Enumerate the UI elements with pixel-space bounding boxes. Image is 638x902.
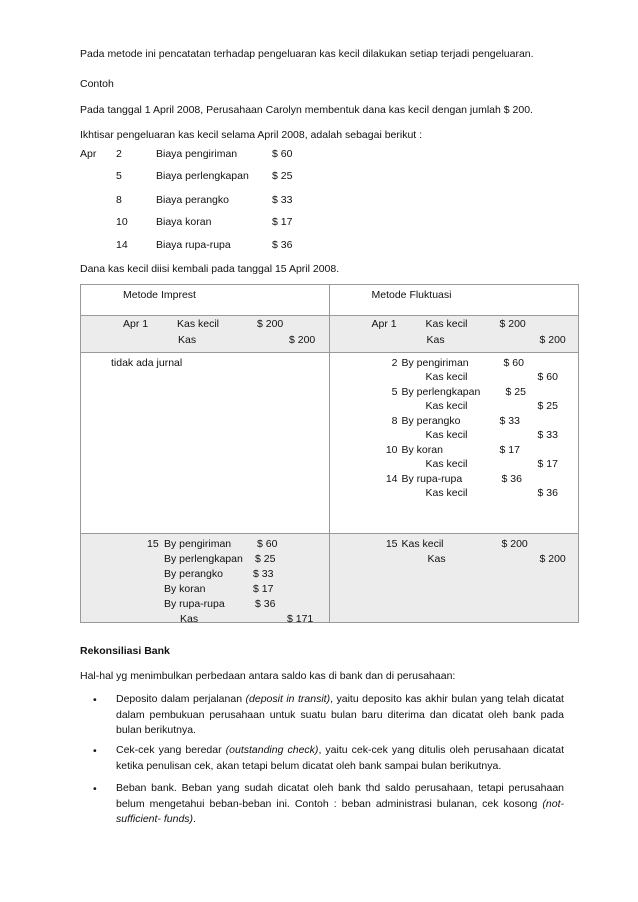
journal-credit-amount: $ 200 — [539, 334, 566, 346]
expense-amount: $ 60 — [272, 148, 293, 160]
refill-debit: Kas kecil — [401, 538, 444, 550]
journal-credit-amount: $ 200 — [289, 334, 316, 346]
entry-credit-amount: $ 36 — [537, 487, 558, 499]
bullet-icon: • — [93, 783, 97, 795]
bullet-text: Cek-cek yang beredar (outstanding check), yaitu cek-cek yang ditulis oleh perusahaan dicatat ketika penulisan cek, akan tetapi belum dicatat oleh bank sampai bulan berikutnya. — [116, 744, 564, 772]
refill-credit: Kas — [180, 613, 199, 625]
refill-amount: $ 60 — [257, 538, 278, 550]
fluktuasi-refill-cell — [329, 534, 579, 623]
expense-amount: $ 25 — [272, 170, 293, 182]
entry-debit-amount: $ 60 — [503, 357, 524, 369]
entry-credit: Kas kecil — [425, 487, 468, 499]
entry-debit: By koran — [401, 444, 443, 456]
journal-debit-amount: $ 200 — [499, 318, 526, 330]
expense-day: 2 — [116, 148, 122, 160]
entry-day: 14 — [385, 473, 398, 485]
entry-debit: By perangko — [401, 415, 461, 427]
imprest-open-cell — [81, 316, 330, 353]
expense-day: 8 — [116, 194, 122, 206]
fluktuasi-header: Metode Fluktuasi — [371, 289, 452, 301]
entry-day: 8 — [391, 415, 398, 427]
fluktuasi-entries-cell — [329, 353, 579, 534]
refill-desc: By koran — [164, 583, 206, 595]
journal-credit: Kas — [426, 334, 445, 346]
no-journal-text: tidak ada jurnal — [111, 357, 183, 369]
refill-amount: $ 36 — [255, 598, 276, 610]
expense-desc: Biaya rupa-rupa — [156, 239, 231, 251]
entry-day: 2 — [391, 357, 398, 369]
refill-desc: By perlengkapan — [164, 553, 243, 565]
refill-text: Dana kas kecil diisi kembali pada tanggal 15 April 2008. — [80, 263, 340, 275]
entry-credit-amount: $ 17 — [537, 458, 558, 470]
rekon-intro: Hal-hal yg menimbulkan perbedaan antara saldo kas di bank dan di perusahaan: — [80, 670, 456, 682]
entry-debit-amount: $ 36 — [501, 473, 522, 485]
expense-month: Apr — [80, 148, 97, 160]
bullet-text: Deposito dalam perjalanan (deposit in transit), yaitu deposito kas akhir bulan yang telah dicatat dalam pembukuan perusahaan untuk suatu bulan baru diterima dan dicatat oleh bank pada bulan berikutnya. — [116, 693, 564, 736]
bullet-text: Beban bank. Beban yang sudah dicatat oleh bank thd saldo perusahaan, tetapi perusahaan belum mengetahui beban-beban ini. Contoh : beban administrasi bulanan, cek kosong (not-sufficient- funds). — [116, 782, 564, 825]
refill-desc: By pengiriman — [164, 538, 232, 550]
imprest-header: Metode Imprest — [123, 289, 196, 301]
refill-debit-amount: $ 200 — [501, 538, 528, 550]
journal-debit: Kas kecil — [177, 318, 220, 330]
entry-debit-amount: $ 33 — [499, 415, 520, 427]
imprest-refill-cell — [81, 534, 330, 623]
refill-credit-amount: $ 200 — [539, 553, 566, 565]
expense-desc: Biaya koran — [156, 216, 212, 228]
entry-debit: By perlengkapan — [401, 386, 481, 398]
sentence-1: Pada tanggal 1 April 2008, Perusahaan Carolyn membentuk dana kas kecil dengan jumlah $ 200. — [80, 104, 533, 116]
refill-credit-amount: $ 171 — [287, 613, 314, 625]
intro-text: Pada metode ini pencatatan terhadap pengeluaran kas kecil dilakukan setiap terjadi pengeluaran. — [80, 48, 534, 60]
entry-credit: Kas kecil — [425, 400, 468, 412]
entry-credit: Kas kecil — [425, 429, 468, 441]
imprest-entries-cell — [81, 353, 330, 534]
refill-credit: Kas — [427, 553, 446, 565]
fluktuasi-header-cell — [329, 285, 579, 316]
entry-day: 5 — [391, 386, 398, 398]
expense-day: 14 — [116, 239, 128, 251]
entry-credit-amount: $ 25 — [537, 400, 558, 412]
expense-amount: $ 36 — [272, 239, 293, 251]
refill-desc: By perangko — [164, 568, 223, 580]
contoh-label: Contoh — [80, 78, 114, 90]
refill-day: 15 — [147, 538, 159, 550]
entry-credit-amount: $ 33 — [537, 429, 558, 441]
section-title: Rekonsiliasi Bank — [80, 645, 170, 657]
bullet-icon: • — [93, 745, 97, 757]
entry-debit-amount: $ 25 — [505, 386, 526, 398]
journal-credit: Kas — [178, 334, 197, 346]
entry-credit: Kas kecil — [425, 371, 468, 383]
refill-amount: $ 25 — [255, 553, 276, 565]
journal-debit: Kas kecil — [425, 318, 468, 330]
expense-amount: $ 33 — [272, 194, 293, 206]
entry-credit: Kas kecil — [425, 458, 468, 470]
entry-debit-amount: $ 17 — [499, 444, 520, 456]
expense-amount: $ 17 — [272, 216, 293, 228]
expense-desc: Biaya perlengkapan — [156, 170, 249, 182]
imprest-header-cell — [81, 285, 330, 316]
entry-day: 10 — [385, 444, 398, 456]
journal-date: Apr 1 — [123, 318, 149, 330]
expense-day: 5 — [116, 170, 122, 182]
refill-amount: $ 17 — [253, 583, 274, 595]
refill-amount: $ 33 — [253, 568, 274, 580]
entry-debit: By rupa-rupa — [401, 473, 463, 485]
refill-day: 15 — [385, 538, 398, 550]
journal-debit-amount: $ 200 — [257, 318, 284, 330]
fluktuasi-open-cell — [329, 316, 579, 353]
expense-day: 10 — [116, 216, 128, 228]
journal-table — [80, 284, 579, 623]
journal-date: Apr 1 — [371, 318, 397, 330]
refill-desc: By rupa-rupa — [164, 598, 225, 610]
expense-desc: Biaya perangko — [156, 194, 229, 206]
expense-desc: Biaya pengiriman — [156, 148, 238, 160]
bullet-icon: • — [93, 694, 97, 706]
entry-credit-amount: $ 60 — [537, 371, 558, 383]
entry-debit: By pengiriman — [401, 357, 469, 369]
sentence-2: Ikhtisar pengeluaran kas kecil selama April 2008, adalah sebagai berikut : — [80, 129, 423, 141]
